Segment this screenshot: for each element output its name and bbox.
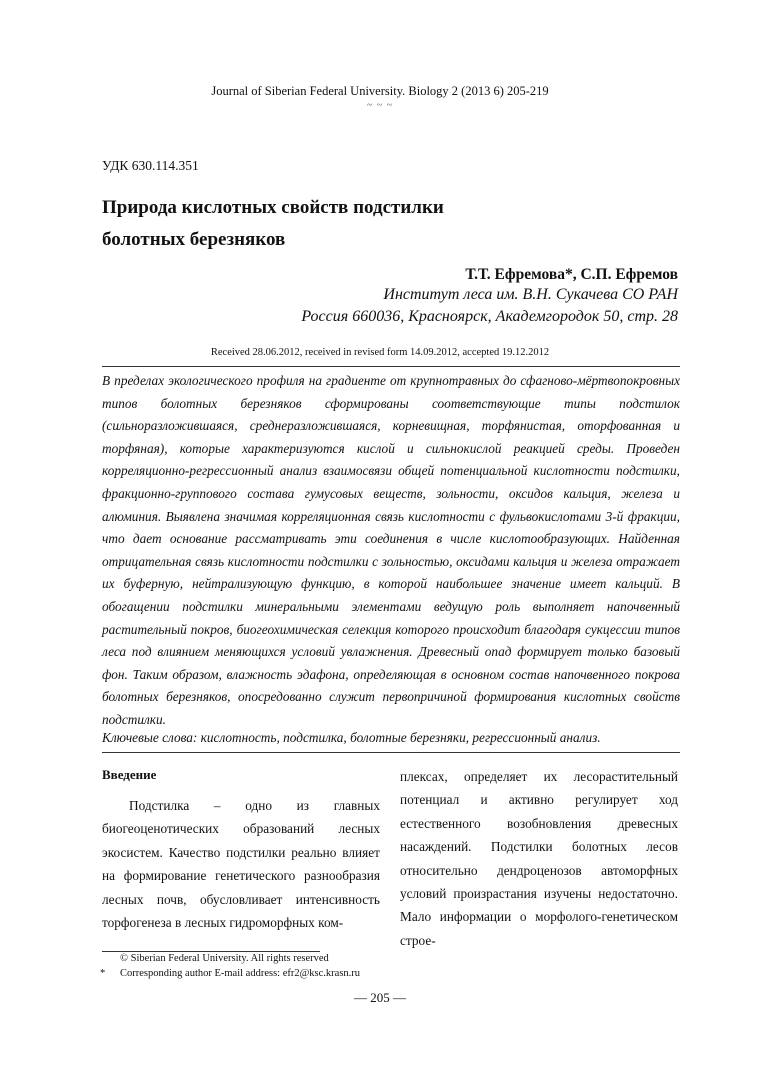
received-dates: Received 28.06.2012, received in revised form 14.09.2012, accepted 19.12.2012 [210,347,550,358]
footnote-copyright: © Siberian Federal University. All rights reserved [120,953,329,964]
page-number: — 205 — [354,990,406,1005]
footnote-mark: * [100,968,106,979]
article-title [102,192,622,256]
footnote-corresponding [100,968,360,979]
footnote-corresponding-text: Corresponding author E-mail address: efr2@ksc.krasn.ru [120,968,361,979]
abstract: В пределах экологического профиля на градиенте от крупнотравных до сфагново-мёртвопокровных типов болотных березняков сформированы соответствующие типы подстилок (сильноразложившаяся, среднеразложившаяся, корневищная, торфянистая, оторфованная и торфяная), которые характеризуются кислой и сильнокислой реакцией среды. Проведен корреляционно-регрессионный анализ взаимосвязи общей потенциальной кислотности подстилки, фракционно-группового состава гумусовых веществ, зольности, оксидов кальция, железа и алюминия. Выявлена значимая корреляционная связь кислотности с фульвокислотами 3-й фракции, что дает основание рассматривать эти соединения в числе кислотообразующих. Найденная отрицательная связь кислотности подстилки с зольностью, оксидами кальция и железа отражает их буферную, нейтрализующую функцию, в которой наибольшее значение имеет кальций. В обогащении подстилки минеральными элементами ведущую роль выполняет напочвенный растительный покров, биогеохимическая селекция которого происходит благодаря сукцессии типов леса под влиянием меняющихся условий увлажнения. Древесный опад формирует только базовый фон. Таким образом, влажность эдафона, определяющая в основном состав напочвенного покрова болотных березняков, опосредованно служит первопричиной формирования кислотных свойств подстилки. [102,373,680,727]
udk-code: УДК 630.114.351 [102,158,199,173]
affiliation-line-2: Россия 660036, Красноярск, Академгородок 50, стр. 28 [301,308,678,325]
section-heading-introduction: Введение [102,767,157,782]
footnote-rule [102,951,320,952]
title-line-1: Природа кислотных свойств подстилки [102,197,444,218]
affiliation-line-1: Институт леса им. В.Н. Сукачева СО РАН [383,286,678,303]
intro-paragraph-1-continued: плексах, определяет их лесорастительный потенциал и активно регулирует ход естественного возобновления древесных насаждений. Подстилки болотных лесов относительно дендроценозов автоморфных условий произрастания изучены недостаточно. Мало информации о морфолого-генетическом строе- [400,769,678,948]
intro-column-left [102,794,380,934]
journal-header: Journal of Siberian Federal University. Biology 2 (2013 6) 205-219 [211,84,549,98]
intro-column-right [400,765,678,952]
title-line-2: болотных березняков [102,229,286,250]
header-ornament: ~ ~ ~ [366,100,394,111]
keywords: Ключевые слова: кислотность, подстилка, болотные березняки, регрессионный анализ. [102,730,601,745]
abstract-top-rule [102,366,680,367]
intro-paragraph-1: Подстилка – одно из главных биогеоценотических образований лесных экосистем. Качество подстилки реально влияет на формирование генетического разнообразия лесных почв, обусловливает интенсивность торфогенеза в лесных гидроморфных ком- [102,798,380,931]
authors: Т.Т. Ефремова*, С.П. Ефремов [465,266,678,283]
keywords-bottom-rule [102,752,680,753]
